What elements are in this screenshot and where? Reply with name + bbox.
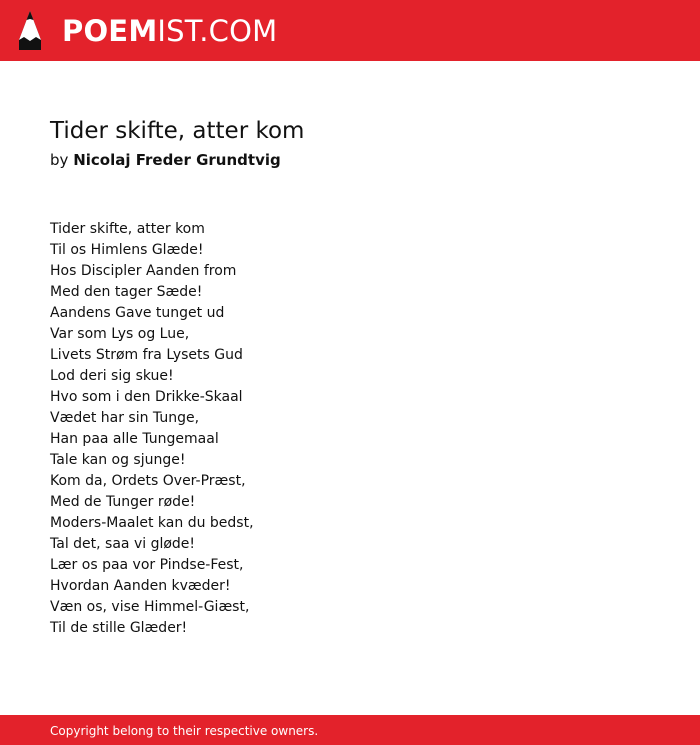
poem-line: Med den tager Sæde! [50, 284, 203, 300]
poem-title: Tider skifte, atter kom [50, 118, 305, 144]
poem-line: Var som Lys og Lue, [50, 326, 190, 342]
poem-line: Til de stille Glæder! [50, 620, 188, 636]
poem-line: Hos Discipler Aanden from [50, 263, 237, 279]
poem-line: Lod deri sig skue! [50, 368, 174, 384]
logo-light-part: IST.COM [157, 14, 278, 48]
logo-bold-part: POEM [62, 14, 158, 48]
poem-line: Tale kan og sjunge! [50, 452, 186, 468]
poem-line: Hvordan Aanden kvæder! [50, 578, 231, 594]
poem-body [50, 219, 254, 639]
poem-line: Vædet har sin Tunge, [50, 410, 200, 426]
poem-line: Han paa alle Tungemaal [50, 431, 219, 447]
pencil-icon [17, 10, 43, 52]
poem-line: Til os Himlens Glæde! [50, 242, 204, 258]
poem-heading [50, 117, 304, 170]
site-logo-text [62, 9, 277, 53]
poem-line: Tal det, saa vi gløde! [50, 536, 196, 552]
poem-line: Kom da, Ordets Over-Præst, [50, 473, 246, 489]
poem-line: Moders-Maalet kan du bedst, [50, 515, 254, 531]
site-header [0, 0, 700, 61]
poem-line: Med de Tunger røde! [50, 494, 196, 510]
byline-label: by [50, 151, 69, 169]
copyright-text: Copyright belong to their respective owners. [50, 724, 319, 738]
poem-line: Lær os paa vor Pindse-Fest, [50, 557, 244, 573]
poem-line: Væn os, vise Himmel-Giæst, [50, 599, 250, 615]
poem-line: Aandens Gave tunget ud [50, 305, 225, 321]
byline [50, 150, 304, 170]
poem-line: Livets Strøm fra Lysets Gud [50, 347, 243, 363]
poem-line: Tider skifte, atter kom [50, 221, 205, 237]
author-name: Nicolaj Freder Grundtvig [73, 151, 281, 169]
site-footer [0, 715, 700, 745]
site-logo-link[interactable] [17, 9, 277, 53]
poem-line: Hvo som i den Drikke-Skaal [50, 389, 243, 405]
